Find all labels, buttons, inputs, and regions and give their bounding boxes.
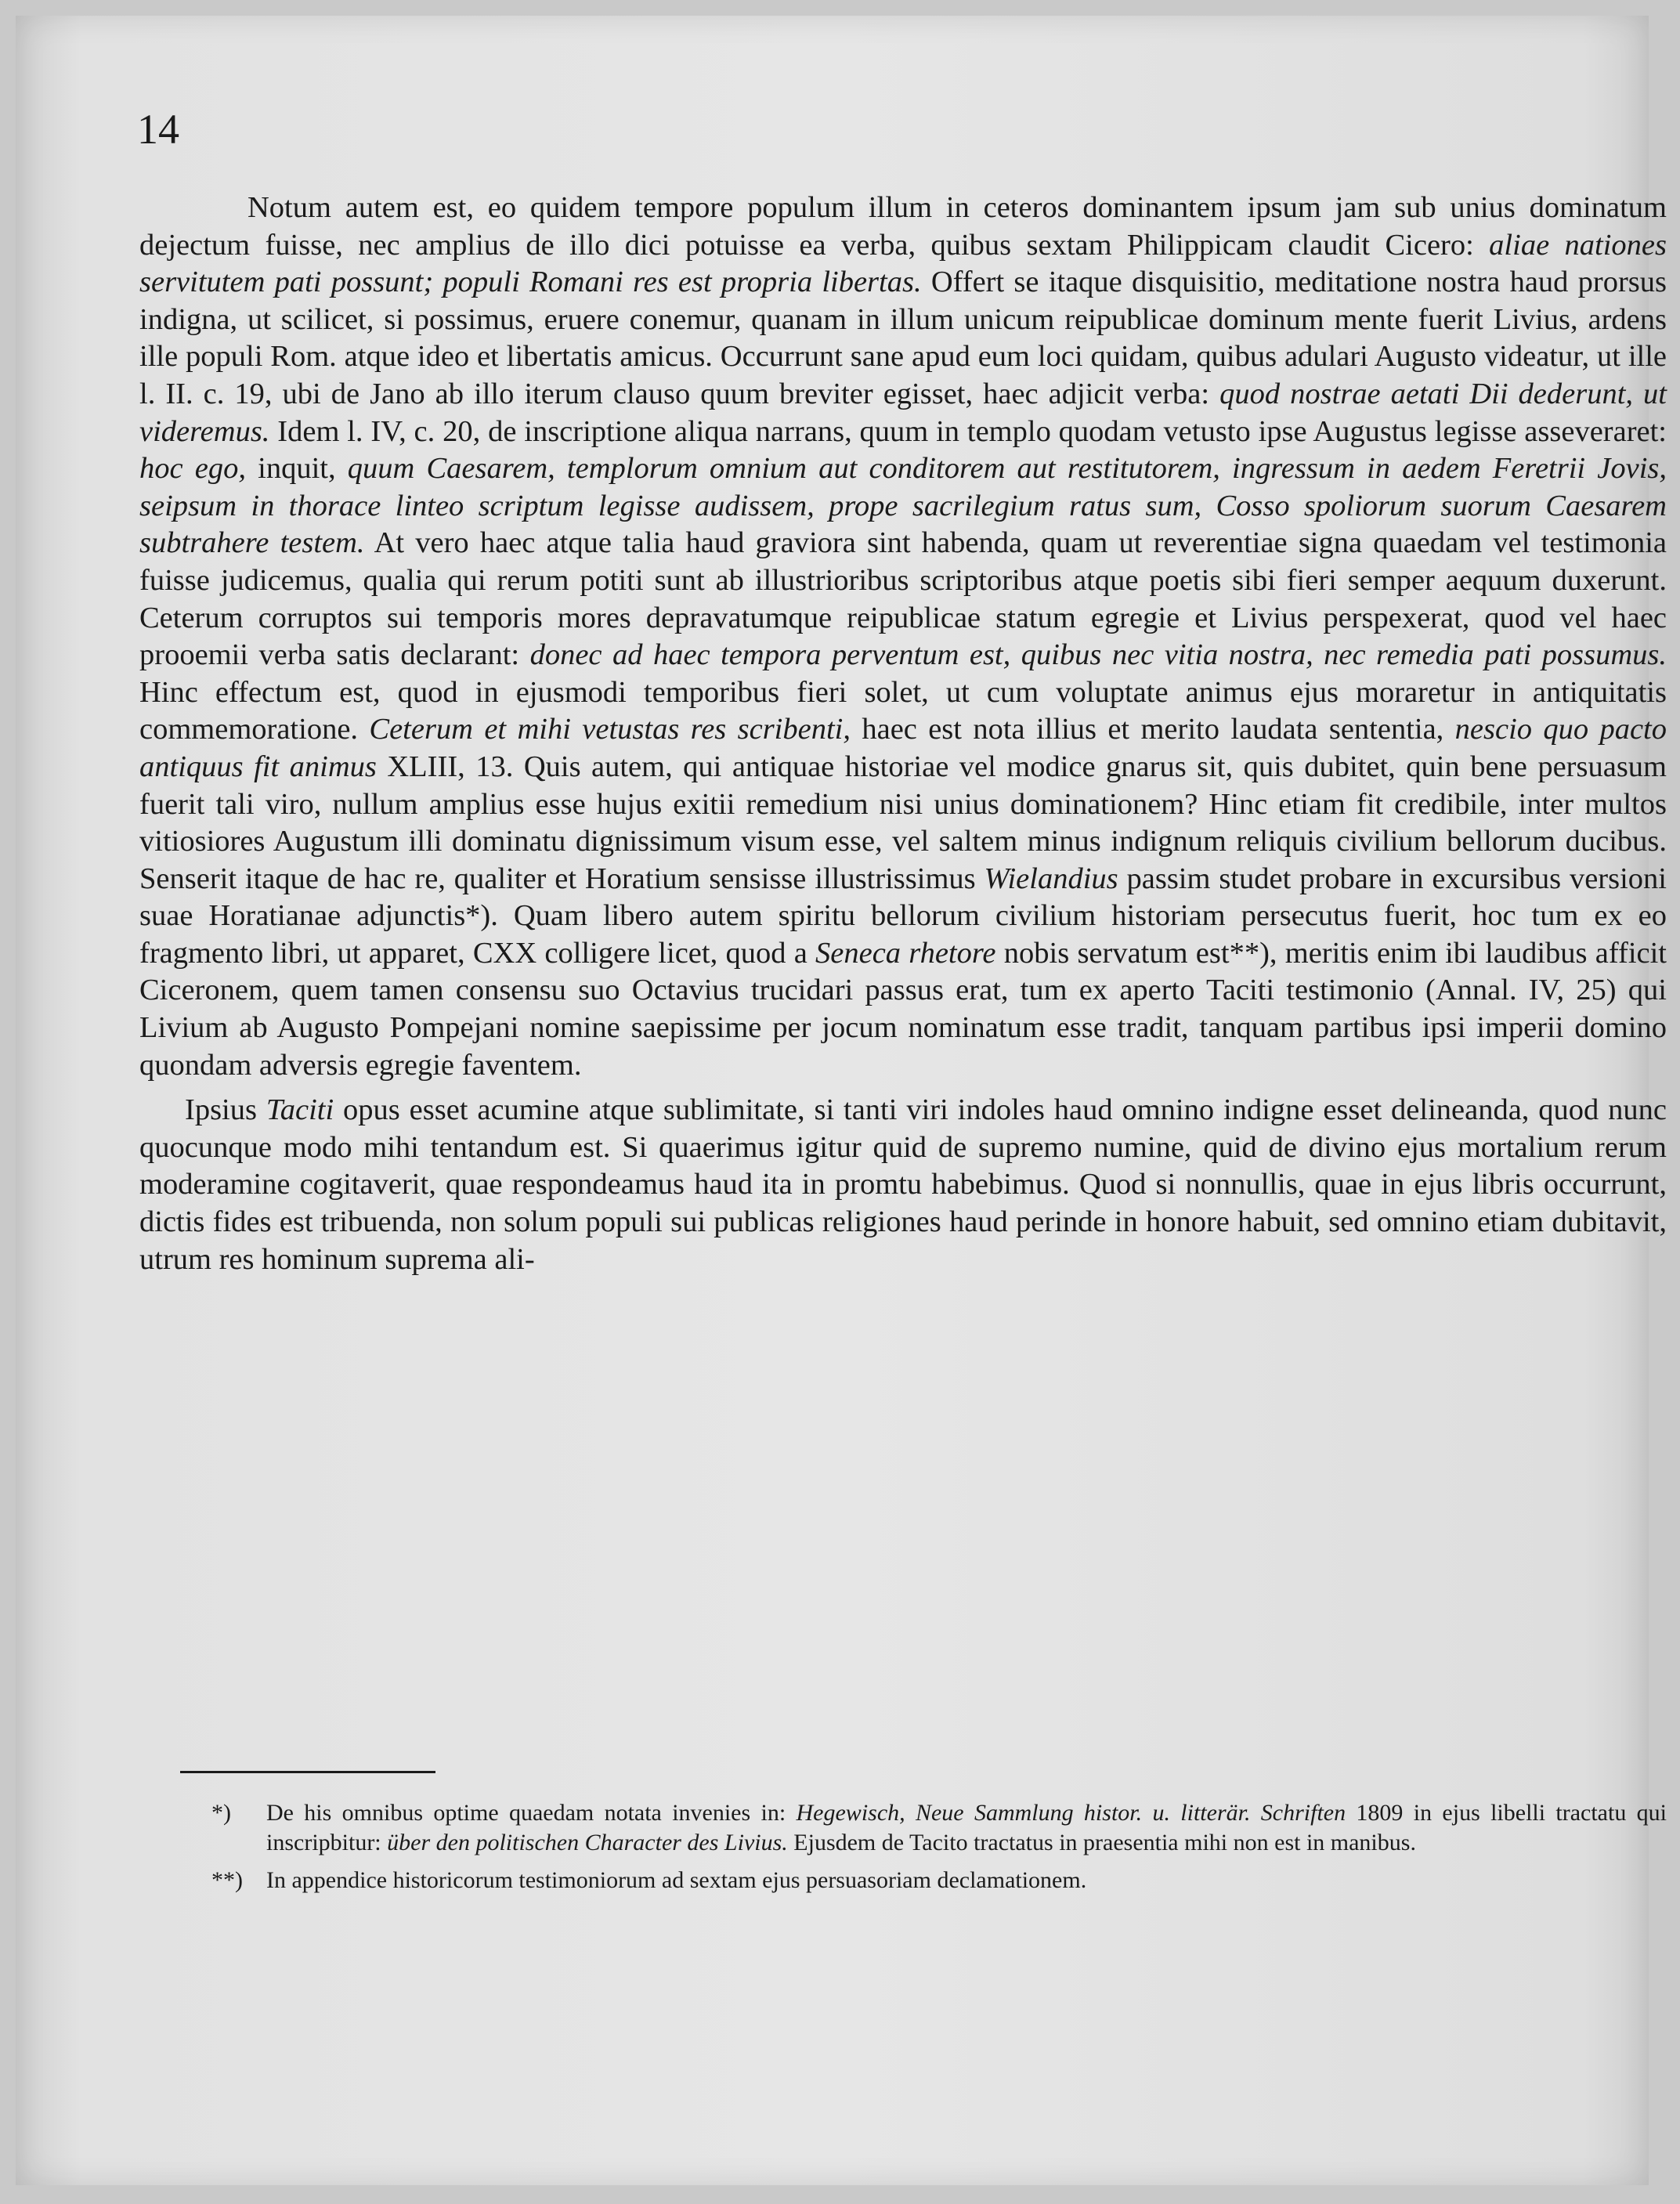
footnotes [211,1798,1667,1895]
italic-text: quum Caesarem, templorum omnium aut conditorem aut restitutorem, ingressum in aedem Feretrii Jovis, seipsum in thorace linteo scriptum legisse audissem, prope sacrilegium ratus sum, Cosso spoliorum suorum Caesarem subtrahere testem. [139,452,1667,560]
text-run: opus esset acumine atque sublimitate, si tanti viri indoles haud omnino indigne esset delineanda, quod nunc quocunque modo mihi tentandum est. Si quaerimus igitur quid de supremo numine, quid de divino ejus mortalium rerum moderamine cogitaverit, quae respondeamus haud ita in promtu habebimus. Quod si nonnullis, quae in ejus libris occurrunt, dictis fides est tribuenda, non solum populi sui publicas religiones haud perinde in honore habuit, sed omnino etiam dubitavit, utrum res hominum suprema ali- [139,1093,1667,1276]
italic-text: Ceterum et mihi vetustas res scribenti, [369,713,851,746]
italic-text: über den politischen Character des Livius. [387,1830,788,1855]
footnote-mark: *) [211,1800,231,1826]
italic-text: quod nostrae aetati Dii dederunt, ut videremus. [139,377,1667,448]
footnote-rule [180,1771,435,1773]
italic-text: aliae nationes servitutem pati possunt; populi Romani res est propria libertas. [139,228,1667,299]
italic-text: Hegewisch, Neue Sammlung histor. u. litterär. Schriften [796,1800,1346,1826]
text-run: In appendice historicorum testimoniorum ad sextam ejus persuasoriam declamationem. [266,1867,1087,1893]
italic-text: Taciti [266,1093,334,1127]
text-run: passim studet probare in excursibus versioni suae Horatianae adjunctis*). Quam libero autem spiritu bellorum civilium historiam persecutus fuerit, hoc tum ex eo fragmento libri, ut apparet, CXX colligere licet, quod a [139,862,1667,970]
text-run: 1809 in ejus libelli tractatu qui inscripbitur: [266,1800,1667,1855]
italic-text: Seneca rhetore [815,936,996,970]
text-run: Hinc effectum est, quod in ejusmodi temporibus fieri solet, ut cum voluptate animus ejus moraretur in antiquitatis commemoratione. [139,675,1667,746]
text-run: Notum autem est, eo quidem tempore populum illum in ceteros dominantem ipsum jam sub unius dominatum dejectum fuisse, nec amplius de illo dici potuisse ea verba, quibus sextam Philippicam claudit Cicero: [139,191,1667,262]
page-number: 14 [137,106,179,153]
italic-text: Wielandius [984,862,1118,895]
body-text [139,190,1667,1278]
text-run: De his omnibus optime quaedam notata invenies in: [266,1800,797,1826]
italic-text: hoc ego, [139,452,246,486]
text-run: Offert se itaque disquisitio, meditatione nostra haud prorsus indigna, ut scilicet, si possimus, eruere conemur, quanam in illum unicum reipublicae dominum mente fuerit Livius, ardens ille populi Rom. atque ideo et libertatis amicus. Occurrunt sane apud eum loci quidam, quibus adulari Augusto videatur, ut ille l. II. c. 19, ubi de Jano ab illo iterum clauso quum breviter egisset, haec adjicit verba: [139,266,1667,410]
text-run: nobis servatum est**), meritis enim ibi laudibus afficit Ciceronem, quem tamen consensu suo Octavius trucidari passus erat, tum ex aperto Taciti testimonio (Annal. IV, 25) qui Livium ab Augusto Pompejani nomine saepissime per jocum nominatum esse tradit, tanquam partibus ipsi imperii domino quondam adversis egregie faventem. [139,936,1667,1082]
footnote [211,1798,1667,1858]
text-run: XLIII, 13. Quis autem, qui antiquae historiae vel modice gnarus sit, quis dubitet, quin bene persuasum fuerit tali viro, nullum amplius esse hujus exitii remedium nisi unius dominationem? Hinc etiam fit credibile, inter multos vitiosiores Augustum illi dominatu dignissimum visum esse, vel saltem minus indignum reliquis civilium bellorum ducibus. Senserit itaque de hac re, qualiter et Horatium sensisse illustrissimus [139,750,1667,895]
paragraph [139,1092,1667,1278]
italic-text: nescio quo pacto antiquus fit animus [139,713,1667,783]
italic-text: donec ad haec tempora perventum est, quibus nec vitia nostra, nec remedia pati possumus. [529,638,1667,672]
paragraph [139,190,1667,1084]
text-run: Idem l. IV, c. 20, de inscriptione aliqua narrans, quum in templo quodam vetusto ipse Augustus legisse asseveraret: [269,414,1667,448]
text-run: Ejusdem de Tacito tractatus in praesentia mihi non est in manibus. [787,1830,1416,1855]
text-run: Ipsius [185,1093,266,1127]
text-run: haec est nota illius et merito laudata sententia, [851,713,1455,746]
book-page [16,16,1667,2185]
text-run: At vero haec atque talia haud graviora sint habenda, quam ut reverentiae signa quaedam vel testimonia fuisse judicemus, qualia qui rerum potiti sunt ab illustrioribus scriptoribus atque poetis sibi fieri semper aequum duxerunt. Ceterum corruptos sui temporis mores depravatumque reipublicae statum egregie et Livius perspexerat, quod vel haec prooemii verba satis declarant: [139,526,1667,672]
footnote [211,1866,1667,1895]
footnote-mark: **) [211,1867,243,1893]
text-run: inquit, [245,452,348,486]
